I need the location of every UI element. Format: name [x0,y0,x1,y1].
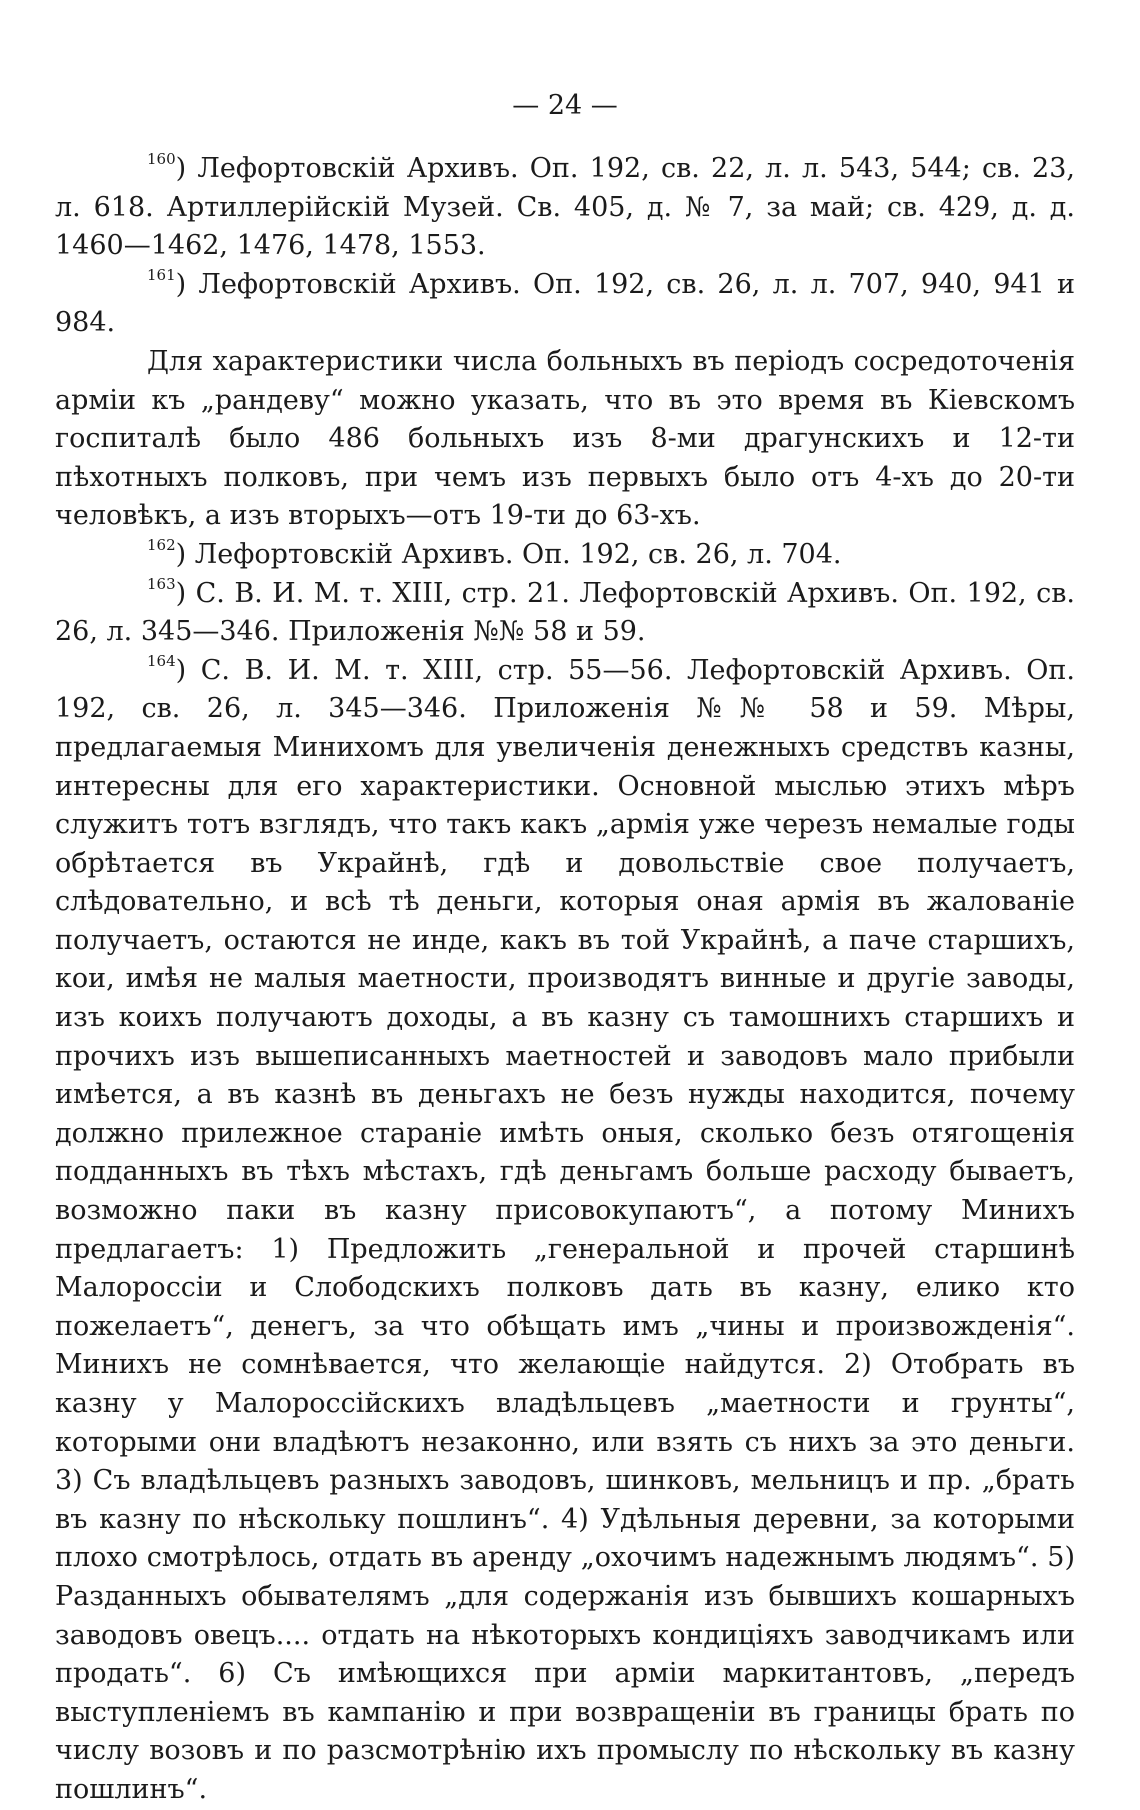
footnote-bracket: ) [175,654,187,686]
footnote-text: С. В. И. М. т. XIII, стр. 21. Лефортовскій Архивъ. Оп. 192, св. 26, л. 345—346. Приложенія №№ 58 и 59. [55,577,1075,648]
footnote-162 [55,536,1075,575]
page-number: — 24 — [512,90,618,121]
footnote-161 [55,266,1075,343]
footnote-text: Лефортовскій Архивъ. Оп. 192, св. 26, л. л. 707, 940, 941 и 984. [55,268,1075,339]
document-page [55,88,1075,1810]
footnote-164 [55,652,1075,1810]
footnote-bracket: ) [175,538,187,570]
footnote-bracket: ) [175,153,187,184]
footnote-text: Лефортовскій Архивъ. Оп. 192, св. 22, л. л. 543, 544; св. 23, л. 618. Артиллерійскій Музей. Св. 405, д. № 7, за май; св. 429, д. д. 1460—1462, 1476, 1478, 1553. [55,153,1075,262]
footnote-mark: 161 [147,265,176,284]
footnote-161-continuation [55,343,1075,536]
footnote-text: С. В. И. М. т. XIII, стр. 55—56. Лефортовскій Архивъ. Оп. 192, св. 26, л. 345—346. Приложенія №№ 58 и 59. Мѣры, предлагаемыя Минихомъ для увеличенія денежныхъ средствъ казны, интересны для его характеристики. Основной мыслью этихъ мѣръ служитъ тотъ взглядъ, что такъ какъ „армія уже черезъ немалые годы обрѣтается въ Украйнѣ, гдѣ и довольствіе свое получаетъ, слѣдовательно, и всѣ тѣ деньги, которыя оная армія въ жалованіе получаетъ, остаются не инде, какъ въ той Украйнѣ, а паче старшихъ, кои, имѣя не малыя маетности, производятъ винные и другіе заводы, изъ коихъ получаютъ доходы, а въ казну съ тамошнихъ старшихъ и прочихъ изъ вышеписанныхъ маетностей и заводовъ мало прибыли имѣется, а въ казнѣ въ деньгахъ не безъ нужды находится, почему должно прилежное стараніе имѣть оныя, сколько безъ отягощенія подданныхъ въ тѣхъ мѣстахъ, гдѣ деньгамъ больше расходу бываетъ, возможно паки въ казну присовокупаютъ“, а потому Минихъ предлагаетъ: 1) Предложить „генеральной и прочей старшинѣ Малороссіи и Слободскихъ полковъ дать въ казну, елико кто пожелаетъ“, денегъ, за что обѣщать имъ „чины и произвожденія“. Минихъ не сомнѣвается, что желающіе найдутся. 2) Отобрать въ казну у Малороссійскихъ владѣльцевъ „маетности и грунты“, которыми они владѣютъ незаконно, или взять съ нихъ за это деньги. 3) Съ владѣльцевъ разныхъ заводовъ, шинковъ, мельницъ и пр. „брать въ казну по нѣскольку пошлинъ“. 4) Удѣльныя деревни, за которыми плохо смотрѣлось, отдать въ аренду „охочимъ надежнымъ людямъ“. 5) Разданныхъ обывателямъ „для содержанія изъ бывшихъ кошарныхъ заводовъ овецъ.... отдать на нѣкоторыхъ кондиціяхъ заводчикамъ или продать“. 6) Съ имѣющихся при арміи маркитантовъ, „передъ выступленіемъ въ кампанію и при возвращеніи въ границы брать по числу возовъ и по разсмотрѣнію ихъ промыслу по нѣскольку въ казну пошлинъ“. [55,654,1075,1805]
footnote-text: Лефортовскій Архивъ. Оп. 192, св. 26, л. 704. [186,538,842,570]
footnote-mark: 162 [147,535,176,554]
footnote-bracket: ) [175,577,187,609]
footnote-160 [55,150,1075,266]
footnote-bracket: ) [175,268,187,300]
footnote-mark: 160 [147,150,176,168]
footnote-163 [55,575,1075,652]
footnote-mark: 163 [147,574,176,593]
footnote-text: Для характеристики числа больныхъ въ періодъ сосредоточенія арміи къ „рандеву“ можно указать, что въ это время въ Кіевскомъ госпиталѣ было 486 больныхъ изъ 8-ми драгунскихъ и 12-ти пѣхотныхъ полковъ, при чемъ изъ первыхъ было отъ 4-хъ до 20-ти человѣкъ, а изъ вторыхъ—отъ 19-ти до 63-хъ. [55,345,1075,532]
footnote-mark: 164 [147,651,176,670]
